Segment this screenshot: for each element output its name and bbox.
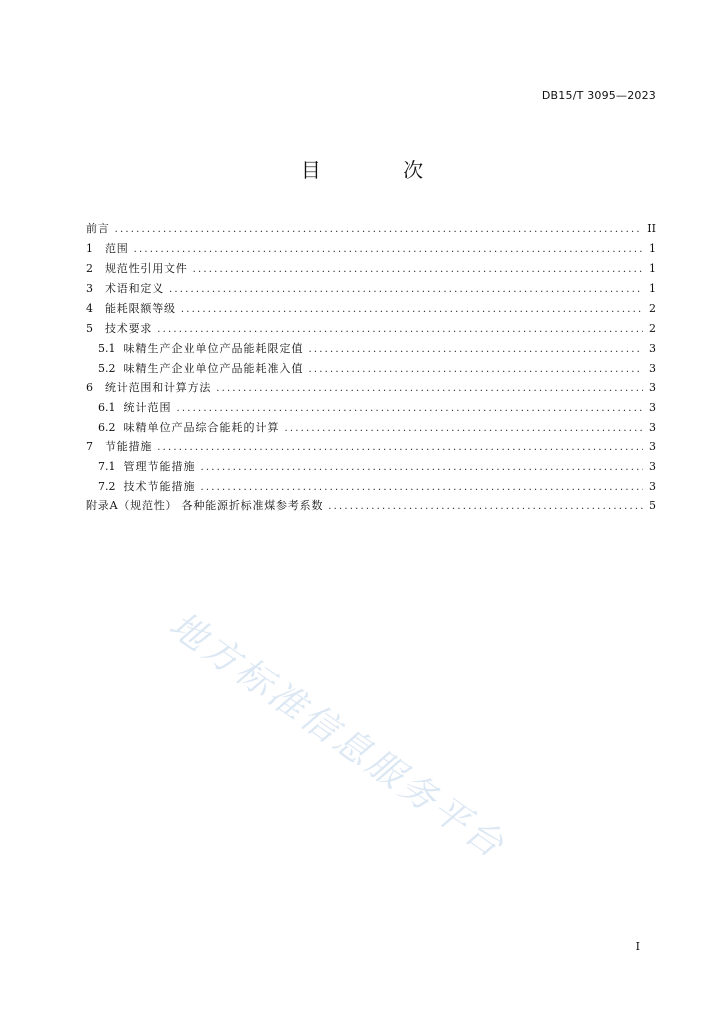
toc-entry-label: 附录A（规范性） 各种能源折标准煤参考系数 — [86, 499, 324, 512]
toc-leader-dots — [115, 220, 643, 240]
toc-entry-label: 范围 — [105, 242, 129, 255]
toc-leader-dots — [309, 360, 644, 380]
toc-entry-page: 3 — [649, 401, 656, 414]
toc-entry[interactable] — [86, 359, 656, 379]
toc-leader-dots — [216, 379, 643, 399]
toc-entry-page: 2 — [649, 302, 656, 315]
toc-entry[interactable] — [86, 418, 656, 438]
toc-leader-dots — [328, 497, 643, 517]
toc-leader-dots — [201, 458, 644, 478]
toc-entry-page: 3 — [649, 420, 656, 434]
toc-leader-dots — [157, 438, 643, 458]
toc-entry-number: 3 — [86, 282, 93, 295]
toc-entry[interactable] — [86, 378, 656, 398]
toc-entry-number: 5.2 — [98, 361, 116, 375]
toc-entry-label: 规范性引用文件 — [105, 262, 188, 275]
toc-entry-page: 1 — [649, 262, 656, 275]
toc-entry-number: 5.1 — [98, 342, 116, 355]
toc-leader-dots — [309, 340, 644, 360]
toc-entry-page: 3 — [649, 342, 656, 355]
toc-leader-dots — [134, 240, 643, 260]
toc-entry[interactable] — [86, 496, 656, 516]
toc-entry-number: 5 — [86, 322, 93, 335]
page-number: I — [635, 940, 640, 953]
toc-entry-number: 7 — [86, 440, 93, 453]
toc-entry-page: 5 — [649, 499, 656, 512]
toc-entry[interactable] — [86, 339, 656, 359]
toc-entry-label: 前言 — [86, 222, 110, 235]
toc-entry[interactable] — [86, 437, 656, 457]
toc-entry[interactable] — [86, 477, 656, 497]
toc-entry-number: 6.2 — [98, 420, 116, 434]
toc-entry-page: 1 — [649, 282, 656, 295]
watermark: 地方标准信息服务平台 — [161, 604, 514, 868]
toc-entry-page: 3 — [649, 381, 656, 394]
toc-entry-label: 节能措施 — [105, 440, 153, 453]
toc-entry-label: 管理节能措施 — [123, 460, 196, 473]
toc-entry-page: 1 — [649, 242, 656, 255]
toc-entry-label: 味精生产企业单位产品能耗限定值 — [123, 342, 304, 355]
toc-leader-dots — [285, 419, 644, 439]
toc-entry-label: 味精生产企业单位产品能耗准入值 — [123, 361, 304, 375]
toc-leader-dots — [157, 320, 643, 340]
toc-entry-label: 术语和定义 — [105, 282, 164, 295]
toc-entry-number: 2 — [86, 262, 93, 275]
toc-entry[interactable] — [86, 398, 656, 418]
toc-entry[interactable] — [86, 319, 656, 339]
toc-entry-page: 3 — [649, 479, 656, 493]
toc-entry[interactable] — [86, 457, 656, 477]
page-title: 目 次 — [300, 158, 462, 182]
toc-entry-label: 味精单位产品综合能耗的计算 — [123, 420, 280, 434]
toc-entry[interactable] — [86, 279, 656, 299]
toc-leader-dots — [181, 300, 643, 320]
toc-entry-label: 技术节能措施 — [123, 479, 196, 493]
toc-leader-dots — [201, 478, 644, 498]
toc-entry-number: 6 — [86, 381, 93, 394]
toc-entry-number: 7.2 — [98, 479, 116, 493]
toc-entry-number: 7.1 — [98, 460, 116, 473]
toc-entry-page: 3 — [649, 361, 656, 375]
toc-entry[interactable] — [86, 259, 656, 279]
toc-leader-dots — [193, 260, 643, 280]
toc-entry-page: II — [647, 222, 656, 235]
toc-entry[interactable] — [86, 299, 656, 319]
toc-entry-number: 1 — [86, 242, 93, 255]
table-of-contents — [86, 219, 656, 516]
toc-entry-label: 统计范围 — [123, 401, 172, 414]
toc-entry-label: 技术要求 — [105, 322, 153, 335]
toc-entry-page: 3 — [649, 440, 656, 453]
toc-entry[interactable] — [86, 239, 656, 259]
toc-entry-page: 3 — [649, 460, 656, 473]
toc-leader-dots — [169, 280, 643, 300]
toc-entry-number: 6.1 — [98, 401, 116, 414]
document-code: DB15/T 3095—2023 — [541, 89, 656, 102]
toc-entry-number: 4 — [86, 302, 93, 315]
toc-entry-label: 能耗限额等级 — [105, 302, 176, 315]
toc-entry-page: 2 — [649, 322, 656, 335]
toc-entry[interactable] — [86, 219, 656, 239]
toc-leader-dots — [177, 399, 644, 419]
toc-entry-label: 统计范围和计算方法 — [105, 381, 212, 394]
